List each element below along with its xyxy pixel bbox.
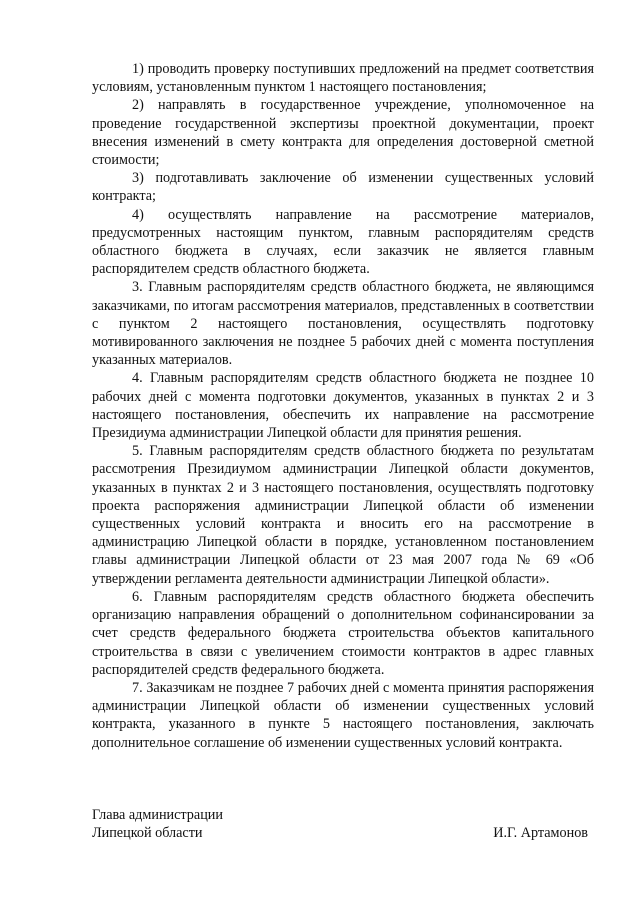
paragraph-clause-4: 4. Главным распорядителям средств областного бюджета не позднее 10 рабочих дней с момента подготовки документов, указанных в пунктах 2 и 3 настоящего постановления, обеспечить их направление на рассмотрение Президиума администрации Липецкой области для принятия решения. — [92, 370, 594, 442]
signature-title-line1: Глава администрации — [92, 807, 223, 823]
document-body — [92, 60, 594, 752]
paragraph-item-2: 2) направлять в государственное учреждение, уполномоченное на проведение государственной экспертизы проектной документации, проект внесения изменений в смету контракта для определения достоверной сметной стоимости; — [92, 97, 594, 169]
paragraph-clause-5: 5. Главным распорядителям средств областного бюджета по результатам рассмотрения Президиумом администрации Липецкой области документов, указанных в пунктах 2 и 3 настоящего постановления, осуществлять подготовку проекта распоряжения администрации Липецкой области об изменении существенных условий контракта и вносить его на рассмотрение в администрацию Липецкой области в порядке, установленном постановлением главы администрации Липецкой области от 23 мая 2007 года № 69 «Об утверждении регламента деятельности администрации Липецкой области». — [92, 443, 594, 587]
signature-block — [92, 806, 594, 843]
paragraph-clause-7: 7. Заказчикам не позднее 7 рабочих дней с момента принятия распоряжения администрации Липецкой области об изменении существенных условий контракта, указанного в пункте 5 настоящего постановления, заключать дополнительное соглашение об изменении существенных условий контракта. — [92, 679, 594, 751]
paragraph-clause-6: 6. Главным распорядителям средств областного бюджета обеспечить организацию направления обращений о дополнительном софинансировании за счет средств федерального бюджета строительства объектов капитального строительства в связи с увеличением стоимости контрактов в адрес главных распорядителей средств федерального бюджета. — [92, 588, 594, 678]
paragraph-item-1: 1) проводить проверку поступивших предложений на предмет соответствия условиям, установленным пунктом 1 настоящего постановления; — [92, 61, 594, 96]
paragraph-clause-3: 3. Главным распорядителям средств областного бюджета, не являющимся заказчиками, по итогам рассмотрения материалов, представленных в соответствии с пунктом 2 настоящего постановления, осуществлять подготовку мотивированного заключения не позднее 5 рабочих дней с момента поступления указанных материалов. — [92, 279, 594, 369]
signature-line — [92, 824, 594, 842]
paragraph-item-3: 3) подготавливать заключение об изменении существенных условий контракта; — [92, 170, 594, 205]
signatory-name: И.Г. Артамонов — [493, 825, 588, 842]
signature-title-line2: Липецкой области — [92, 825, 203, 842]
paragraph-item-4: 4) осуществлять направление на рассмотрение материалов, предусмотренных настоящим пунктом, главным распорядителям средств областного бюджета в случаях, если заказчик не является главным распорядителем средств областного бюджета. — [92, 206, 594, 278]
